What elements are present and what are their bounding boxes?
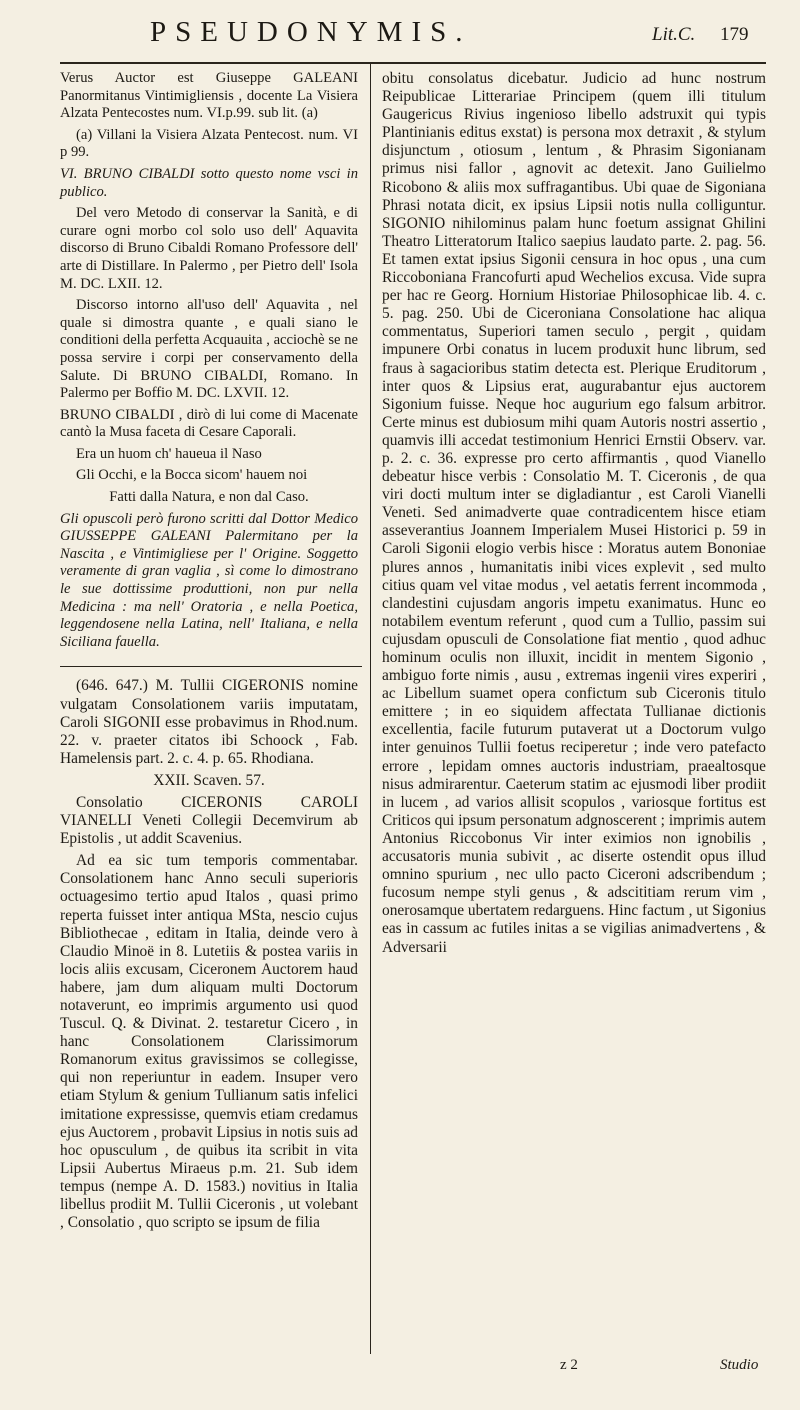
verse-line: Era un huom ch' haueua il Naso: [76, 445, 262, 462]
note-paragraph: Gli opuscoli però furono scritti dal Dottor Medico GIUSSEPPE GALEANI Palermitano per la Nascita , e Vintimigliese per l' Origine. Soggetto veramente di gran vaglia , sì come lo dimostrano le sue dottissime produttioni, non pur nella Medicina : ma nell' Oratoria , e nella Poetica, leggendosene nella Latina, nell' Italiana, e nella Siciliana fauella.: [60, 510, 358, 650]
left-column: [60, 70, 358, 1236]
page-number: 179: [720, 24, 749, 45]
note-paragraph: Del vero Metodo di conservar la Sanità, e di curare ogni morbo col solo uso dell' Aquavita discorso di Bruno Cibaldi Romano Professore dell' arte di Distillare. In Palermo , per Pietro dell' Isola M. DC. LXII. 12.: [60, 205, 358, 292]
column-divider: [370, 64, 371, 1354]
running-head: [60, 14, 760, 64]
main-paragraph: obitu consolatus dicebatur. Judicio ad hunc nostrum Reipublicae Litterariae Principem (quem illi titulum Gaugericus Rivius ingenioso libello adstruxit qui typis Plantinianis editus exstat) is persona mox detraxit , & stylum disjunctum , otiosum , lentum , & Phrasim Sigonianam primus nisi fallor , agnovit ac detexit. Jano Guilielmo Ricobono & aliis mox suffragantibus. Ubi quae de Sigoniana Phrasi notata dicit, ex ipsius Lipsii notis nulla colliguntur. SIGONIO nihilominus palam hunc foetum assignat Ghilini Theatro Litteratorum Italico saepius laudato parte. 2. pag. 56. Et tamen extat ipsius Sigonii censura in hoc opus , una cum Riccoboniana Francofurti apud Wechelios excusa. Vide supra per hac re Georg. Hornium Historiae Philosophicae lib. 4. c. 5. pag. 250. Ubi de Ciceroniana Consolatione hac aliqua commentatus, Superiori tamen seculo , pergit , quidam impunere Orbi conatus in lucem produxit hunc librum, sed fraus à sagacioribus statim detecta est. Plerique Eruditorum , inter quos & Lipsius erat, augurabantur ejus auctorem Sigonium fuisse. Neque hoc augurium ego falsum arbitror. Certe minus est dubiosum mihi quam Autoris nostri assertio , quamvis illi accedat testimonium Henrici Ernstii Observ. var. p. 2. c. 36. expresse pro certo affirmantis , quod Vianello debeatur hisce verbis : Consolatio M. T. Ciceronis , de qua viri docti multum inter se digladiantur , est Caroli Vianelli Veneti. Sed animadverte quae contradicentem hisce etiam asseverantius Joannem Imperialem Musei Historici p. 59 in Caroli Sigonii elogio verbis hisce : Moratus autem Bononiae plures annos , humanitatis inibi vices explevit , sed multo citius quam vel vitae modus , vel aetatis ferrent incommoda , clandestini cujusdam angoris impetu exanimatus. Hunc eo notabilem eventum referunt , quod cum a Tullio, passim sui cujusdam opusculi de Consolatione fiat mentio , quod adhuc hominum oculis non illuxit, incidit in mentem Sigonio , ambiguo forte nimis , ausu , extremas ingenii vires experiri , ac Libellum suamet opera confictum sub Ciceronis titulo emittere ; in eo siquidem affectata Tullianae dictionis excellentia, facile futurum putaverat ut a Doctorum vulgo inter genuinos Tullii foetus reciperetur ; inde vero patefacto errore , lepidam omnes auctoris industriam, praealtosque nisus admirarentur. Caeterum statim ac ejusmodi liber prodiit in lucem , ad varios allisit scopulos , variosque fortitus est Criticos qui ipsum personatum adgnoscerent ; imprimis autem Antonius Riccobonus Vir inter eximios non ignobilis , accusatoris munia subivit , ac diserte ostendit opus illud omnino spurium , nec ullo pacto Ciceroni adscribendum ; fucosum nempe styli genus , & adscititiam rerum vim , onerosamque ubertatem redarguens. Hinc factum , ut Sigonius eas in cassum ac futiles initas a se vigilias animadvertens , & Adversarii: [382, 70, 766, 956]
running-title: PSEUDONYMIS.: [150, 16, 472, 48]
catchword: Studio: [720, 1357, 759, 1373]
note-paragraph: Discorso intorno all'uso dell' Aquavita , nel quale si dimostra quante , e quali siano le conditioni della perfetta Acquauita , acciochè se ne possa servire i corpi per conservamento della Salute. Di BRUNO CIBALDI, Romano. In Palermo per Boffio M. DC. LXVII. 12.: [60, 297, 358, 402]
header-rule: [60, 62, 766, 64]
section-mark: Lit.C.: [652, 24, 696, 45]
main-paragraph: Consolatio CICERONIS CAROLI VIANELLI Veneti Collegii Decemvirum ab Epistolis , ut addit Scavenius.: [60, 793, 358, 848]
note-paragraph: Verus Auctor est Giuseppe GALEANI Panormitanus Vintimigliensis , docente La Visiera Alzata Pentecostes num. VI.p.99. sub lit. (a): [60, 70, 358, 122]
main-paragraph: Ad ea sic tum temporis commentabar. Consolationem hanc Anno seculi superioris octuagesimo tertio apud Italos , quasi primo reperta fuisset inter antiqua MSta, nescio cujus Bibliothecae , editam in Italia, deinde vero à Claudio Minoë in 8. Lutetiis & postea variis in locis aliis excusam, Ciceronem Auctorem haud habere, jam dum aliquam multi Doctorum notaverunt, eo imprimis argumento usi quod Tuscul. Q. & Divinat. 2. testaretur Cicero , in hanc Consolationem Clarissimorum Romanorum exitus gravissimos se collegisse, qui non reperiuntur in eadem. Insuper vero etiam Stylum & genium Tullianum satis infelici imitatione expressisse, quemvis etiam credamus ejus Auctorem , probavit Lipsius in notis suis ad hoc opusculum , de quibus ita scribit in vita Lipsii Aubertus Miraeus p.m. 21. Sub idem tempus (nempe A. D. 1583.) novitius in Italia libellus prodiit M. Tullii Ciceronis , ut volebant , Consolatio , quo scripto se ipsum de filia: [60, 852, 358, 1232]
right-column: [382, 70, 766, 961]
verse-line: Fatti dalla Natura, e non dal Caso.: [109, 489, 309, 506]
main-paragraph: (646. 647.) M. Tullii CIGERONIS nomine vulgatam Consolationem variis imputatam, Caroli SIGONII esse probavimus in Rhod.num. 22. v. praeter citatos ibi Schoock , Fab. Hamelensis part. 2. c. 4. p. 65. Rhodiana.: [60, 677, 358, 767]
entry-heading: XXII. Scaven. 57.: [153, 771, 265, 789]
note-paragraph: (a) Villani la Visiera Alzata Pentecost. num. VI p 99.: [60, 126, 358, 161]
left-main-block: [60, 677, 358, 1232]
note-paragraph: VI. BRUNO CIBALDI sotto questo nome vsci in publico.: [60, 165, 358, 200]
left-notes-block: [60, 70, 358, 651]
note-paragraph: BRUNO CIBALDI , dirò di lui come di Macenate cantò la Musa faceta di Cesare Caporali.: [60, 406, 358, 441]
verse-line: Gli Occhi, e la Bocca sicom' hauem noi: [76, 467, 308, 484]
signature-mark: z 2: [560, 1357, 578, 1373]
